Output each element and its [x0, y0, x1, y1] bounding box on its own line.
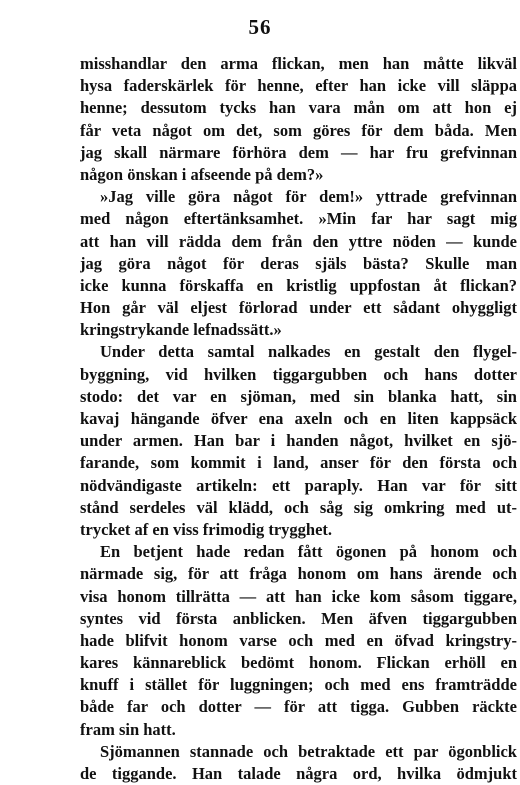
- text-line: hade blifvit honom varse och med en öfvad kringstry-: [80, 630, 517, 650]
- text-line: kringstrykande lefnadssätt.»: [80, 320, 282, 340]
- text-line: Under detta samtal nalkades en gestalt den flygel-: [100, 342, 517, 362]
- text-line: misshandlar den arma flickan, men han måtte likväl: [80, 54, 517, 73]
- text-line: visa honom tillrätta — att han icke kom såsom tiggare,: [80, 586, 517, 606]
- text-line: fram sin hatt.: [80, 719, 176, 739]
- text-line: »Jag ville göra något för dem!» yttrade grefvinnan: [100, 187, 517, 207]
- body-text: [80, 53, 517, 785]
- text-line: farande, som kommit i land, anser för den första och: [80, 453, 517, 473]
- text-line: Hon går väl eljest förlorad under ett sådant ohyggligt: [80, 298, 517, 318]
- text-line: nödvändigaste artikeln: ett paraply. Han var för sitt: [80, 475, 517, 495]
- text-line: hysa faderskärlek för henne, efter han icke vill släppa: [80, 76, 517, 96]
- text-line: stodo: det var en sjöman, med sin blanka hatt, sin: [80, 386, 517, 406]
- text-line: syntes vid första anblicken. Men äfven tiggargubben: [80, 608, 517, 628]
- text-line: kavaj hängande öfver ena axeln och en liten kappsäck: [80, 409, 517, 428]
- text-line: jag göra något för deras själs bästa? Skulle man: [80, 253, 517, 273]
- text-line: de tiggande. Han talade några ord, hvilka ödmjukt: [80, 764, 517, 783]
- text-line: får veta något om det, som göres för dem båda. Men: [80, 120, 517, 140]
- text-line: En betjent hade redan fått ögonen på honom och: [100, 542, 517, 562]
- text-line: knuff i stället för luggningen; och med ens framträdde: [80, 675, 517, 695]
- text-line: trycket af en viss frimodig trygghet.: [80, 519, 333, 539]
- text-line: stånd serdeles väl klädd, och såg sig omkring med ut-: [80, 497, 517, 517]
- text-line: under armen. Han bar i handen något, hvilket en sjö-: [80, 431, 517, 451]
- text-line: någon önskan i afseende på dem?»: [80, 164, 324, 184]
- text-line: Sjömannen stannade och betraktade ett par ögonblick: [100, 741, 517, 761]
- text-line: närmade sig, för att fråga honom om hans ärende och: [80, 564, 517, 584]
- text-line: byggning, vid hvilken tiggargubben och hans dotter: [80, 364, 517, 384]
- text-line: med någon eftertänksamhet. »Min far har sagt mig: [80, 209, 517, 229]
- text-line: henne; dessutom tycks han vara mån om att hon ej: [80, 98, 517, 118]
- text-line: både far och dotter — för att tigga. Gubben räckte: [80, 697, 517, 717]
- text-line: jag skall närmare förhöra dem — har fru grefvinnan: [80, 142, 517, 162]
- page-number: 56: [248, 15, 272, 39]
- text-line: icke kunna förskaffa en kristlig uppfostan åt flickan?: [80, 275, 517, 295]
- text-line: att han vill rädda dem från den yttre nöden — kunde: [80, 231, 517, 251]
- text-line: kares kännareblick bedömt honom. Flickan erhöll en: [80, 653, 517, 673]
